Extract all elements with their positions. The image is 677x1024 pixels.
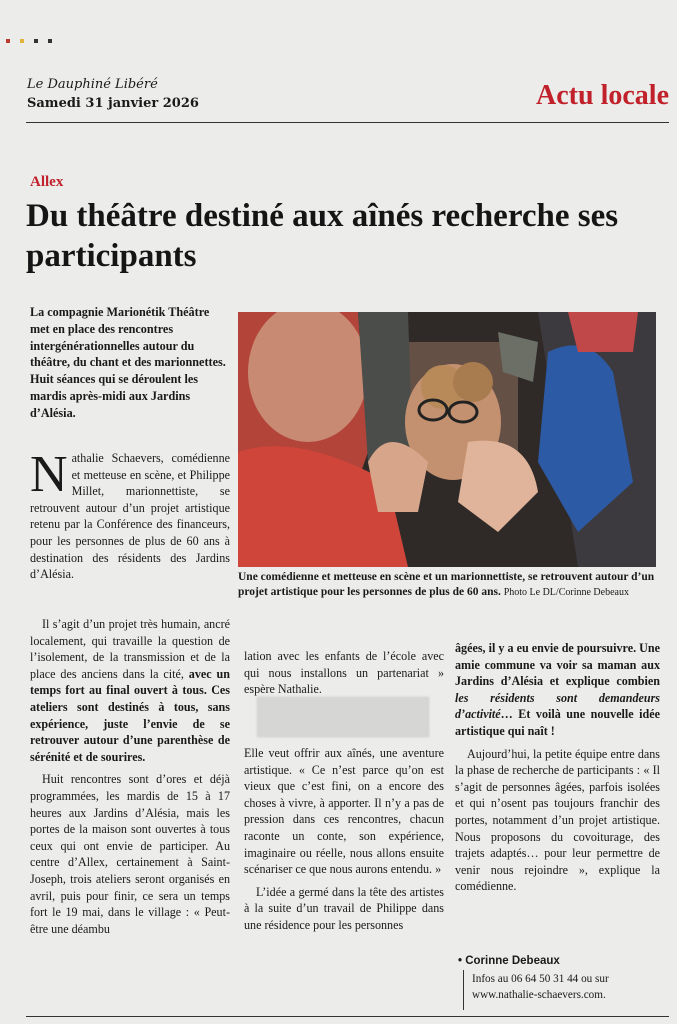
dropcap: N xyxy=(30,446,68,503)
column-1-top xyxy=(30,446,230,589)
paragraph-2-text: Il s’agit d’un projet très humain, ancré localement, qui travaille la question de l’isolement, de la transmission et de la place des anciens dans la cité, xyxy=(30,617,230,681)
infos-rule xyxy=(463,970,464,1010)
info-website: www.nathalie-schaevers.com. xyxy=(472,988,606,1001)
header-rule xyxy=(26,122,669,123)
column-3 xyxy=(455,640,660,901)
paragraph-5-italic: les résidents sont demandeurs d’activité xyxy=(455,690,660,722)
section-title: Actu locale xyxy=(536,80,669,111)
newspaper-name: Le Dauphiné Libéré xyxy=(27,77,158,92)
column-2-bottom xyxy=(244,745,444,940)
paragraph-3: Huit rencontres sont d’ores et déjà programmées, les mardis de 15 à 17 heures aux Jardins d’Alésia, mais les portes de la maison sont ouvertes à tous ceux qui ont envie de participer. Au centre d’Allex, certainement à Saint-Joseph, trois ateliers seront organisés en avril, puis pour finir, ce sera un temps fort le 19 mai, dans le village : « Peut-être une déambu xyxy=(30,772,230,936)
caption-text: Une comédienne et metteuse en scène et un marionnettiste, se retrouvent autour d’un projet artistique pour les personnes de plus de 60 ans. xyxy=(238,571,655,599)
paragraph-4: Elle veut offrir aux aînés, une aventure artistique. « Ce n’est parce qu’on est vieux que c’est fini, on a encore des choses à vivre, à apporter. Il n’y a pas de pression dans ces rencontres, chacun raconte un conte, son expérience, imaginaire ou réelle, nous allons ensuite scénariser ce que nous aurons entendu. » xyxy=(244,746,444,877)
paragraph-5: L’idée a germé dans la tête des artistes à la suite d’un travail de Philippe dans une résidence pour les personnes xyxy=(244,884,444,932)
photo-caption xyxy=(238,570,656,600)
info-box xyxy=(472,972,662,1003)
article-lead: La compagnie Marionétik Théâtre met en place des rencontres intergénérationnelles autour du théâtre, du chant et des marionnettes. Huit séances qui se déroulent les mardis après-midi aux Jardins d’Alésia. xyxy=(30,305,226,420)
redacted-area xyxy=(257,697,429,737)
footer-rule xyxy=(26,1016,669,1017)
info-phone: Infos au 06 64 50 31 44 ou sur xyxy=(472,973,609,985)
issue-date: Samedi 31 janvier 2026 xyxy=(27,96,199,111)
column-2-top xyxy=(244,648,444,704)
photo-credit: Photo Le DL/Corinne Debeaux xyxy=(503,587,629,599)
paragraph-2-bold: avec un temps fort au final ouvert à tous. Ces ateliers sont destinés à tous, sans expérience, juste l’envie de se retrouver autour d’une parenthèse de sérénité et de sourires. xyxy=(30,666,230,764)
author-signature: • Corinne Debeaux xyxy=(458,955,560,967)
paragraph-5-continued xyxy=(455,640,660,740)
paragraph-3-continued: lation avec les enfants de l’école avec qui nous installons un partenariat » espère Nathalie. xyxy=(244,649,444,697)
paragraph-6: Aujourd’hui, la petite équipe entre dans la phase de recherche de participants : « Il s’agit de personnes âgées, parfois isolées et qui n’osent pas toujours franchir des portes, notamment d’un projet artistique. Nous proposons du covoiturage, des trajets adaptés… pour leur permettre de venir nous rejoindre », explique la comédienne. xyxy=(455,746,660,894)
paragraph-5-cont-text: âgées, il y a eu envie de poursuivre. Une amie commune va voir sa maman aux Jardins d’Alésia et explique combien xyxy=(455,641,660,689)
paragraph-5-end: … Et voilà une nouvelle idée artistique qui naît ! xyxy=(455,707,660,738)
photo-illustration xyxy=(238,312,656,567)
paragraph-2 xyxy=(30,616,230,765)
column-1-bottom xyxy=(30,616,230,943)
article-photo xyxy=(238,312,656,567)
paragraph-1-text: athalie Schaevers, comédienne et metteuse en scène, et Philippe Millet, marionnettiste, se retrouvent autour d’un projet artistique retenu par la Conférence des financeurs, pour les personnes de plus de 60 ans à destination des résidents des Jardins d’Alésia. xyxy=(30,451,230,582)
article-headline: Du théâtre destiné aux aînés recherche ses participants xyxy=(26,198,619,274)
article-kicker: Allex xyxy=(30,174,64,190)
corner-marks xyxy=(6,28,62,47)
paragraph-1 xyxy=(30,446,230,583)
